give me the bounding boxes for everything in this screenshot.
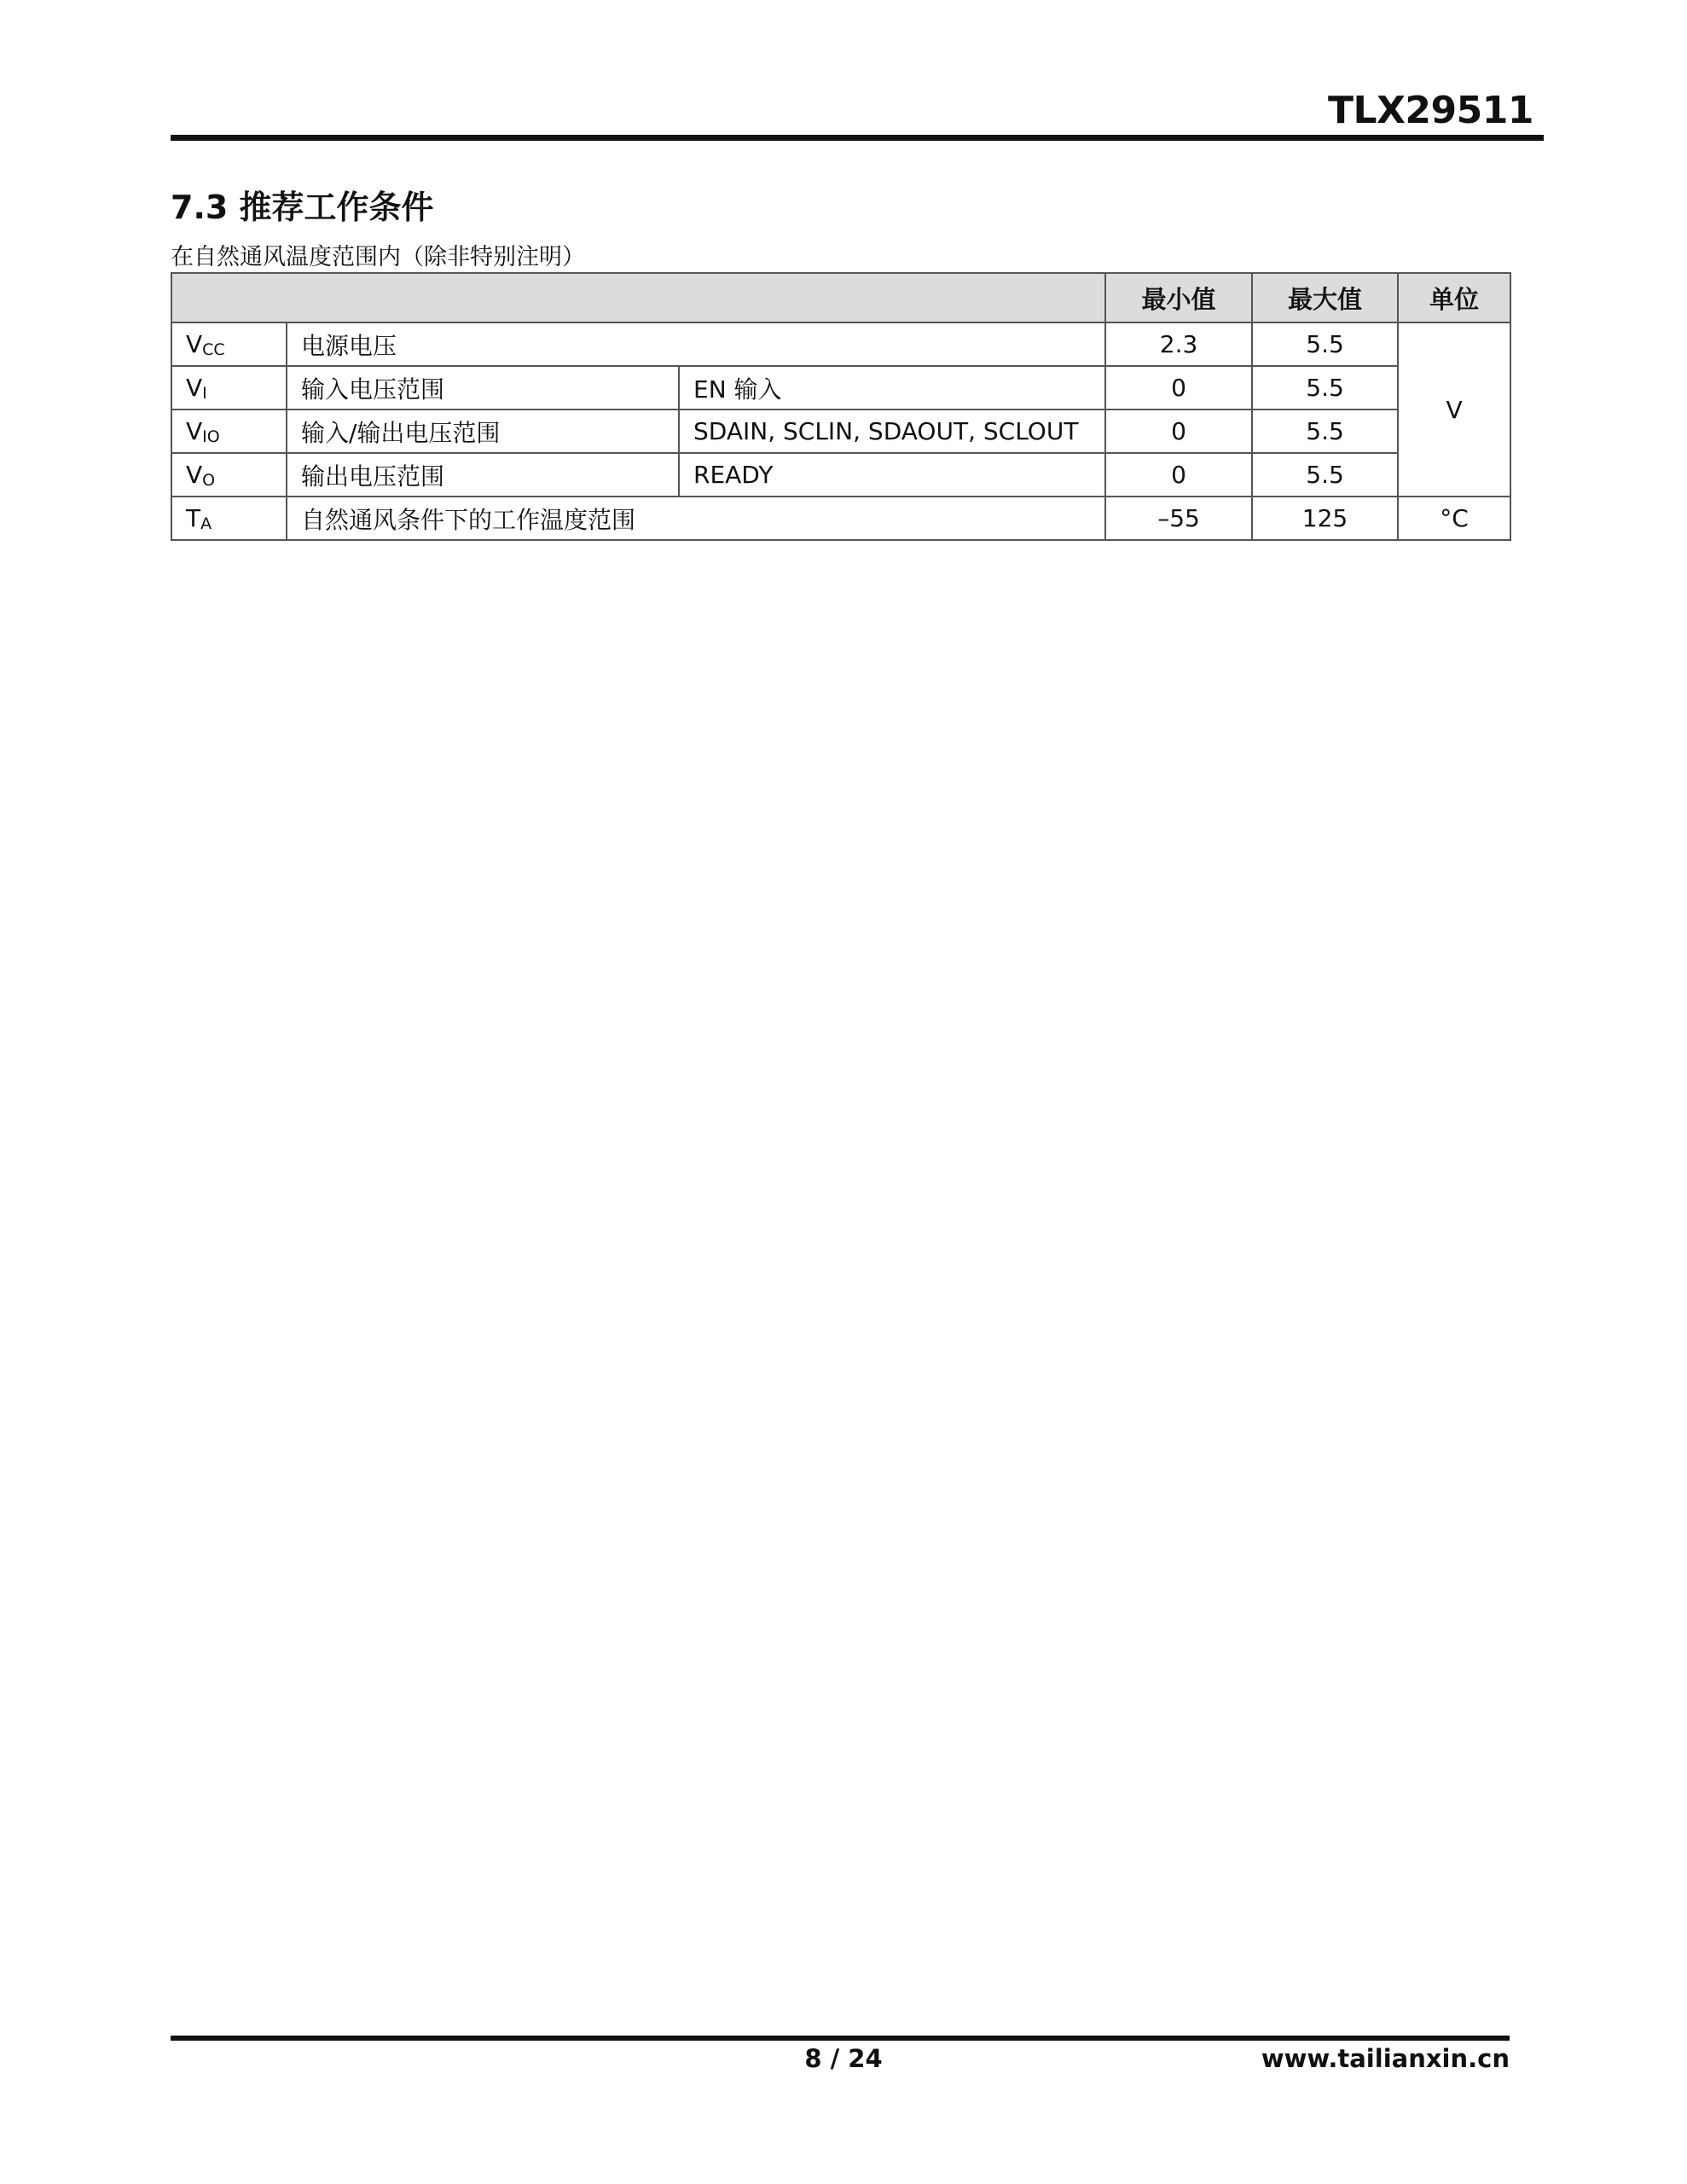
min-cell: 0: [1105, 410, 1252, 453]
table-row: [171, 497, 1510, 540]
header-min: 最小值: [1105, 273, 1252, 322]
max-cell: 125: [1252, 497, 1398, 540]
section-title: 7.3 推荐工作条件: [171, 189, 434, 226]
website-link[interactable]: www.tailianxin.cn: [1261, 2044, 1510, 2073]
min-cell: 0: [1105, 453, 1252, 497]
symbol-cell: $V_{IO}$: [171, 410, 287, 453]
parameter-cell: 输入电压范围: [287, 366, 679, 410]
document-code: TLX29511: [1327, 89, 1533, 132]
max-cell: 5.5: [1252, 366, 1398, 410]
condition-cell: SDAIN, SCLIN, SDAOUT, SCLOUT: [679, 410, 1105, 453]
footer-rule: [171, 2036, 1510, 2041]
header-unit: 单位: [1398, 273, 1510, 322]
parameter-cell: 输出电压范围: [287, 453, 679, 497]
recommended-operating-conditions-table: [171, 272, 1511, 541]
page-number: 8 / 24: [804, 2044, 883, 2073]
header-max: 最大值: [1252, 273, 1398, 322]
parameter-cell: 输入/输出电压范围: [287, 410, 679, 453]
condition-cell: READY: [679, 453, 1105, 497]
unit-cell-voltage: V: [1398, 322, 1510, 497]
min-cell: –55: [1105, 497, 1252, 540]
table-row: [171, 453, 1510, 497]
condition-cell: EN 输入: [679, 366, 1105, 410]
section-subtitle: 在自然通风温度范围内（除非特别注明）: [171, 244, 585, 270]
table-row: [171, 410, 1510, 453]
max-cell: 5.5: [1252, 322, 1398, 366]
header-blank-cell: [171, 273, 1105, 322]
symbol-cell: $T_A$: [171, 497, 287, 540]
max-cell: 5.5: [1252, 410, 1398, 453]
table-header-row: [171, 273, 1510, 322]
unit-cell-temperature: °C: [1398, 497, 1510, 540]
symbol-cell: $V_O$: [171, 453, 287, 497]
parameter-cell: 电源电压: [287, 322, 1105, 366]
min-cell: 0: [1105, 366, 1252, 410]
symbol-cell: $V_I$: [171, 366, 287, 410]
table-row: [171, 322, 1510, 366]
min-cell: 2.3: [1105, 322, 1252, 366]
max-cell: 5.5: [1252, 453, 1398, 497]
table-row: [171, 366, 1510, 410]
parameter-cell: 自然通风条件下的工作温度范围: [287, 497, 1105, 540]
header-rule: [171, 135, 1544, 141]
symbol-cell: $V_{CC}$: [171, 322, 287, 366]
